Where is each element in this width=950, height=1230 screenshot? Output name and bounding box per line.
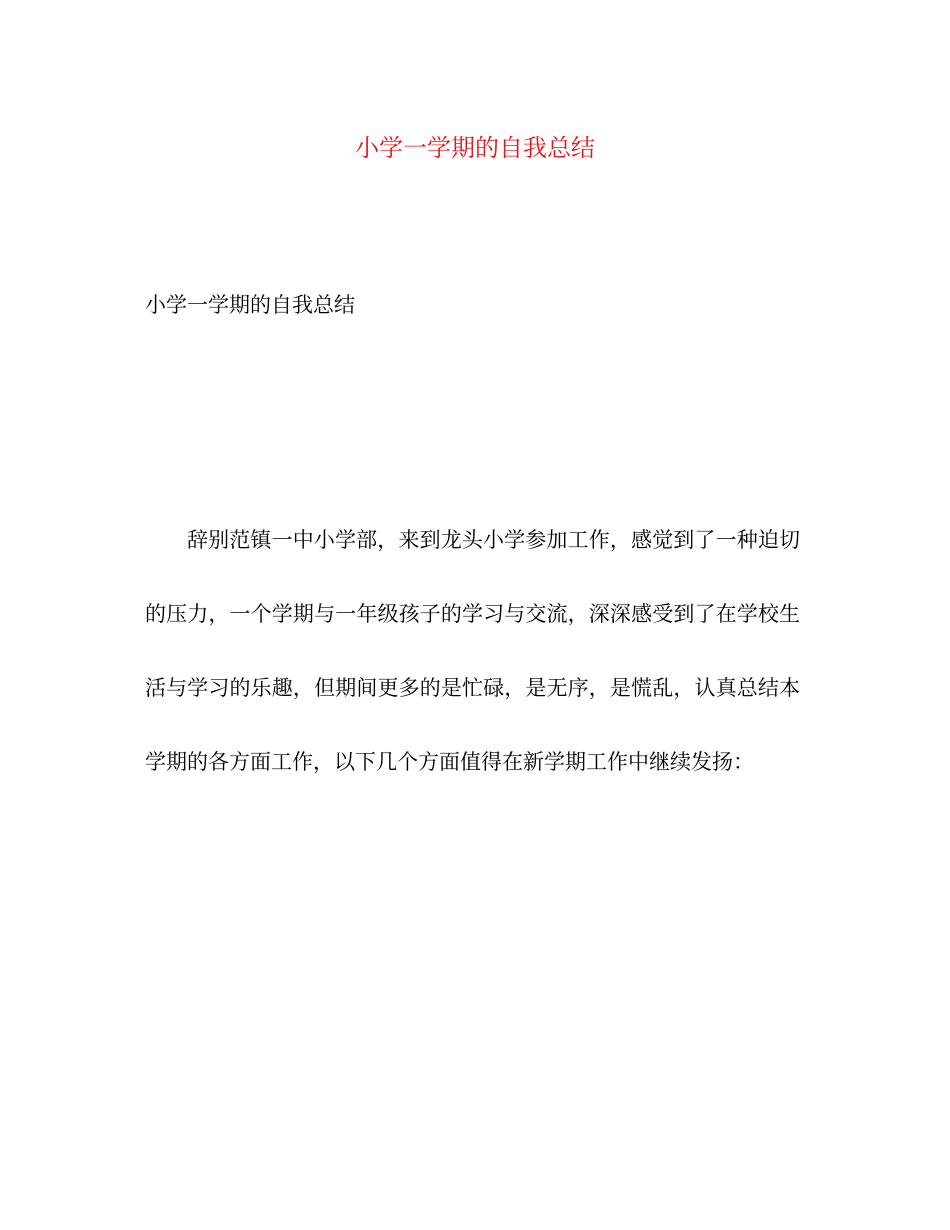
document-title: 小学一学期的自我总结	[355, 134, 595, 162]
document-subtitle: 小学一学期的自我总结	[145, 293, 355, 317]
body-paragraph: 辞别范镇一中小学部，来到龙头小学参加工作，感觉到了一种迫切的压力，一个学期与一年级孩子的学习与交流，深深感受到了在学校生活与学习的乐趣，但期间更多的是忙碌，是无序，是慌乱，认真总结本学期的各方面工作，以下几个方面值得在新学期工作中继续发扬：	[145, 528, 800, 774]
